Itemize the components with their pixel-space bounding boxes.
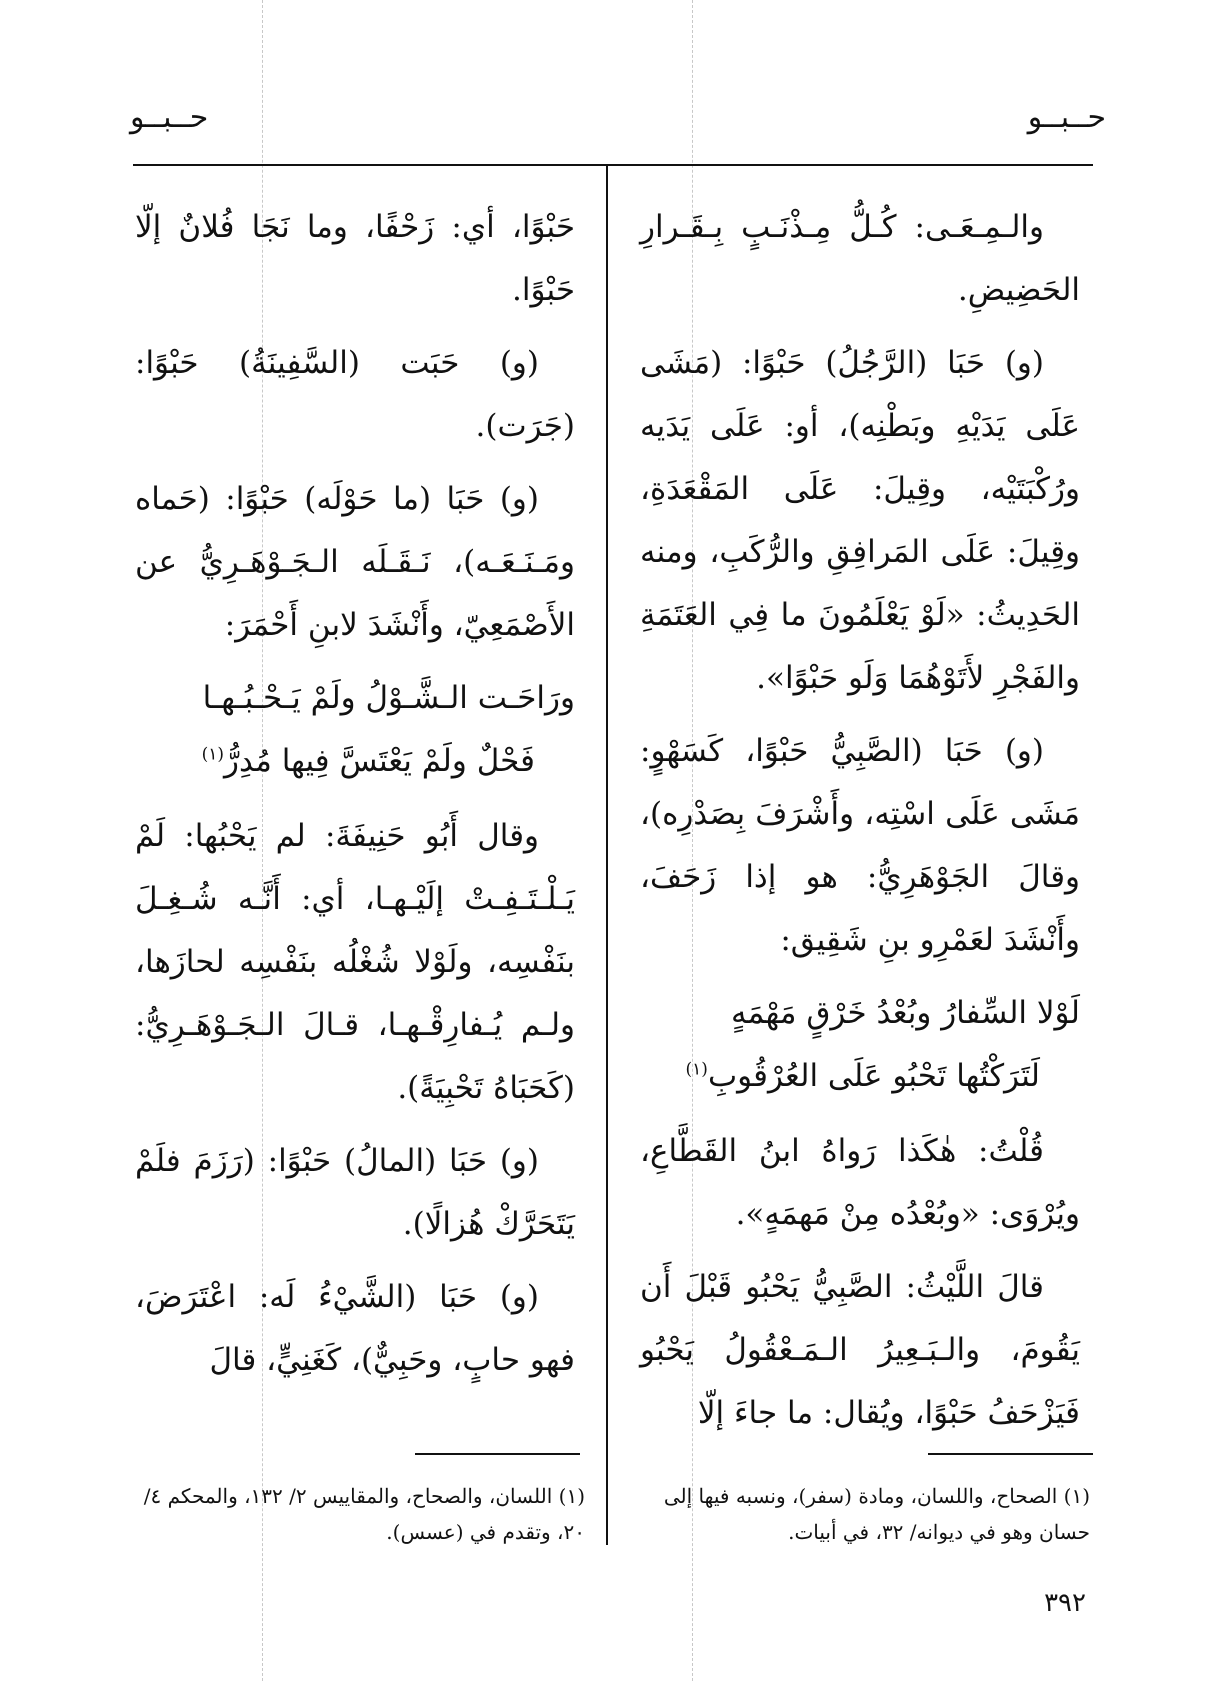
footnote-rule [928, 1453, 1093, 1455]
verse-hemistich: لَوْلا السِّفارُ وبُعْدُ خَرْقٍ مَهْمَهٍ [731, 995, 1080, 1031]
left-column [135, 196, 575, 1402]
paragraph: (و) حَبَا (الرَّجُلُ) حَبْوًا: (مَشَى عَلَى يَدَيْهِ وبَطْنِه)، أو: عَلَى يَدَيه ورُكْبَتَيْه، وقِيلَ: عَلَى المَقْعَدَةِ، وقِيلَ: عَلَى المَرافِقِ والرُّكَبِ، ومنه الحَدِيثُ: «لَوْ يَعْلَمُونَ ما فِي العَتَمَةِ والفَجْرِ لأَتَوْهُمَا وَلَو حَبْوًا». [640, 345, 1080, 696]
right-column [640, 196, 1080, 1455]
paragraph: (و) حَبَت (السَّفِينَةُ) حَبْوًا: (جَرَت). [135, 345, 575, 444]
paragraph: (و) حَبَا (الصَّبِيُّ حَبْوًا، كَسَهْوٍ: مَشَى عَلَى اسْتِه، وأَشْرَفَ بِصَدْرِه)، وقالَ الجَوْهَرِيُّ: هو إذا زَحَفَ، وأَنْشَدَ لعَمْرِو بنِ شَقِيق: [640, 733, 1080, 958]
column-divider [606, 165, 608, 1545]
verse-hemistich [640, 1045, 1080, 1108]
paragraph: (و) حَبَا (ما حَوْلَه) حَبْوًا: (حَماه ومَـنَـعَـه)، نَـقَـلَه الـجَـوْهَـرِيُّ عن الأَصْمَعِيّ، وأَنْشَدَ لابنِ أَحْمَرَ: [135, 481, 575, 643]
paragraph: (و) حَبَا (الشَّيْءُ لَه: اعْتَرَضَ، فهو حابٍ، وحَبِيٌّ)، كَغَنِيٍّ، قالَ [135, 1279, 575, 1378]
footnote-marker: (١) [685, 1059, 708, 1080]
verse-text: فَحْلٌ ولَمْ يَعْتَسَّ فِيها مُدِرُّ [224, 743, 535, 779]
paragraph: والـمِـعَـى: كُـلُّ مِـذْنَـبٍ بِـقَـرارِ الحَضِيضِ. [640, 209, 1080, 308]
verse-text: لَتَرَكْتُها تَحْبُو عَلَى العُرْقُوبِ [707, 1058, 1040, 1094]
verse-hemistich: ورَاحَـت الـشَّـوْلُ ولَمْ يَـحْـبُـهـا [202, 680, 575, 716]
footnote: (١) اللسان، والصحاح، والمقاييس ٢/ ١٣٢، والمحكم ٤/ ٢٠، وتقدم في (عسس). [143, 1484, 585, 1544]
paragraph: قالَ اللَّيْثُ: الصَّبِيُّ يَحْبُو قَبْلَ أَن يَقُومَ، والـبَـعِيرُ الـمَـعْقُولُ يَحْبُو فَيَزْحَفُ حَبْوًا، ويُقال: ما جاءَ إلّا [640, 1269, 1080, 1431]
verse-hemistich [135, 730, 575, 793]
paragraph: (و) حَبَا (المالُ) حَبْوًا: (رَزَمَ فلَمْ يَتَحَرَّكْ هُزالًا). [135, 1143, 575, 1242]
footnote-rule [415, 1453, 580, 1455]
running-header-left: حــبــو [130, 100, 209, 135]
running-header-right: حــبــو [1027, 100, 1106, 135]
page-number: ٣٩٢ [1044, 1588, 1086, 1618]
header-rule [133, 164, 1093, 166]
paragraph: قُلْتُ: هٰكَذا رَواهُ ابنُ القَطَّاعِ، ويُرْوَى: «وبُعْدُه مِنْ مَهمَهٍ». [640, 1133, 1080, 1232]
paragraph: حَبْوًا، أي: زَحْفًا، وما نَجَا فُلانٌ إلّا حَبْوًا. [135, 209, 575, 308]
footnote: (١) الصحاح، واللسان، ومادة (سفر)، ونسبه فيها إلى حسان وهو في ديوانه/ ٣٢، في أبيات. [663, 1484, 1090, 1544]
footnote-marker: (١) [201, 744, 225, 765]
paragraph: وقال أَبُو حَنِيفَةَ: لم يَحْبُها: لَمْ يَـلْـتَـفِـتْ إلَيْـهـا، أي: أَنَّـه شُـغِـلَ بنَفْسِه، ولَوْلا شُغْلُه بنَفْسِه لحازَها، ولـم يُـفارِقْـهـا، قـالَ الـجَـوْهَـرِيُّ: (كَحَبَاهُ تَحْبِيَةً). [135, 818, 575, 1106]
